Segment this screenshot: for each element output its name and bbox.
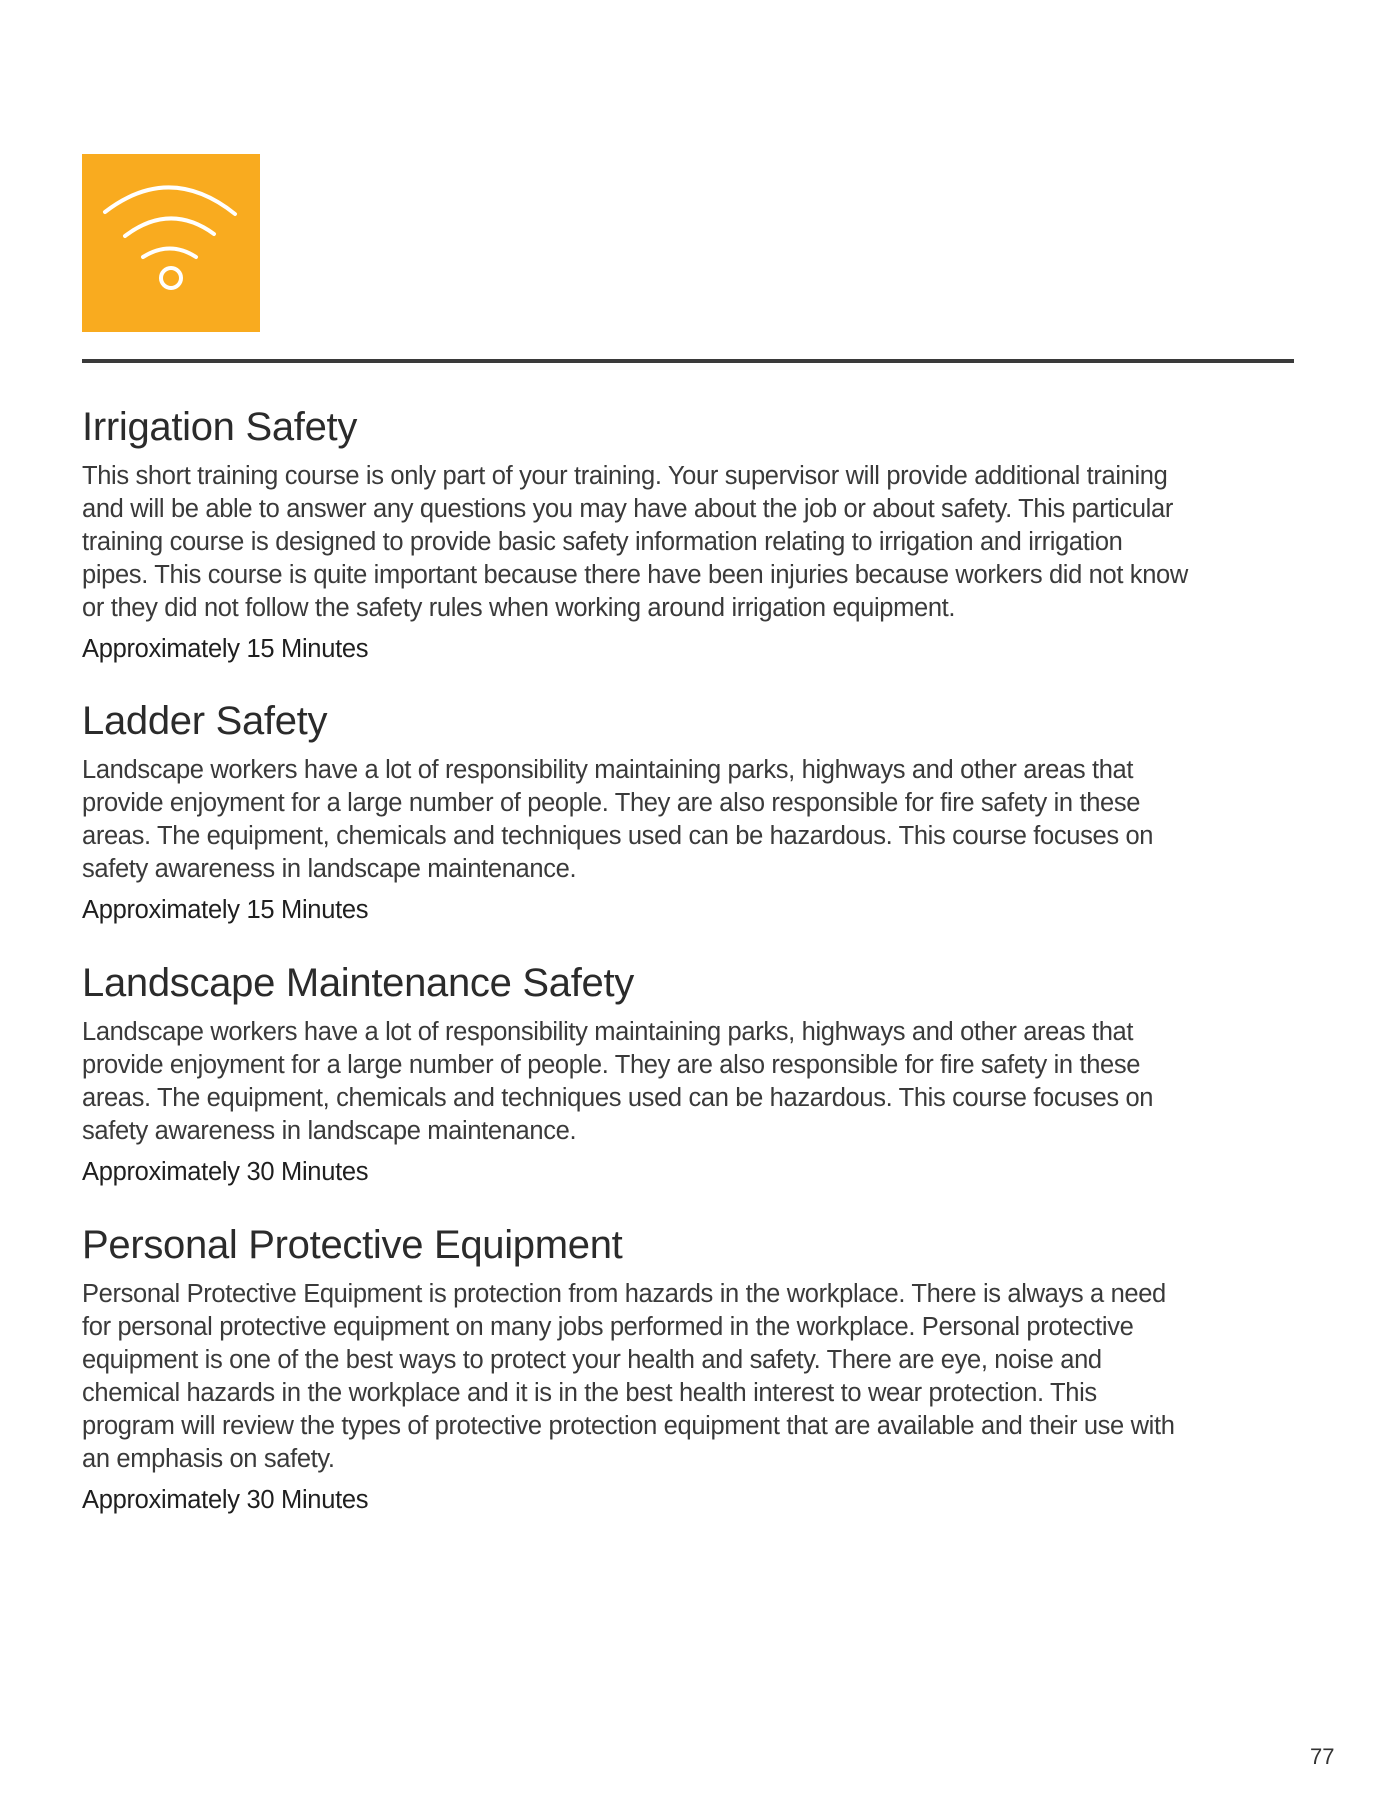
description-line: or they did not follow the safety rules when working around irrigation equipment. (82, 594, 956, 622)
description-line: areas. The equipment, chemicals and techniques used can be hazardous. This course focuses on (82, 822, 1154, 850)
description-line: areas. The equipment, chemicals and techniques used can be hazardous. This course focuses on (82, 1084, 1154, 1112)
description-line: This short training course is only part of your training. Your supervisor will provide additional training (82, 462, 1168, 490)
course-description (82, 754, 1312, 886)
description-line: provide enjoyment for a large number of people. They are also responsible for fire safety in these (82, 789, 1141, 817)
course-title: Ladder Safety (82, 699, 328, 743)
description-line: equipment is one of the best ways to protect your health and safety. There are eye, noise and (82, 1346, 1102, 1374)
description-line: Landscape workers have a lot of responsibility maintaining parks, highways and other areas that (82, 756, 1134, 784)
course-description (82, 1016, 1312, 1148)
course-section (82, 960, 1312, 1189)
description-line: pipes. This course is quite important because there have been injuries because workers did not know (82, 561, 1188, 589)
description-line: and will be able to answer any questions you may have about the job or about safety. This particular (82, 495, 1173, 523)
course-duration: Approximately 15 Minutes (82, 896, 369, 924)
description-line: chemical hazards in the workplace and it is in the best health interest to wear protection. This (82, 1379, 1097, 1407)
wireless-signal-icon (82, 154, 260, 332)
course-description (82, 460, 1312, 625)
description-line: training course is designed to provide basic safety information relating to irrigation and irrigation (82, 528, 1123, 556)
course-duration: Approximately 30 Minutes (82, 1158, 369, 1186)
description-line: for personal protective equipment on many jobs performed in the workplace. Personal protective (82, 1313, 1134, 1341)
description-line: program will review the types of protective protection equipment that are available and their use with (82, 1412, 1175, 1440)
course-duration: Approximately 15 Minutes (82, 635, 369, 663)
header-icon-tile (82, 154, 260, 332)
page-number: 77 (1310, 1744, 1335, 1769)
description-line: safety awareness in landscape maintenance. (82, 855, 577, 883)
course-title: Personal Protective Equipment (82, 1223, 623, 1267)
course-title: Landscape Maintenance Safety (82, 961, 634, 1005)
course-duration: Approximately 30 Minutes (82, 1486, 369, 1514)
header-divider (82, 359, 1294, 363)
description-line: Personal Protective Equipment is protection from hazards in the workplace. There is always a need (82, 1280, 1166, 1308)
course-section (82, 404, 1312, 666)
course-section (82, 1222, 1312, 1517)
description-line: an emphasis on safety. (82, 1445, 335, 1473)
course-section (82, 698, 1312, 927)
description-line: safety awareness in landscape maintenance. (82, 1117, 577, 1145)
course-description (82, 1278, 1312, 1476)
course-title: Irrigation Safety (82, 405, 358, 449)
description-line: Landscape workers have a lot of responsibility maintaining parks, highways and other areas that (82, 1018, 1134, 1046)
description-line: provide enjoyment for a large number of people. They are also responsible for fire safety in these (82, 1051, 1141, 1079)
